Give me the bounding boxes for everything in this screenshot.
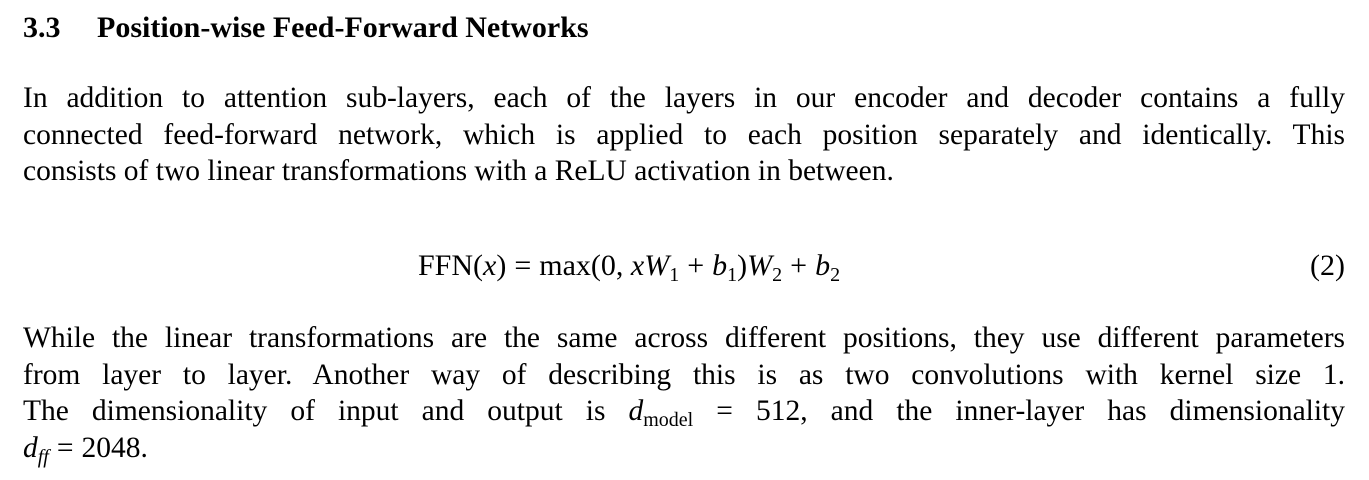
section-number: 3.3 (23, 11, 61, 44)
paragraph-line: connected feed-forward network, which is applied to each position separately and identically. This (23, 118, 1345, 151)
paragraph-line: In addition to attention sub-layers, each of the layers in our encoder and decoder contains a fully (23, 82, 1345, 114)
paragraph-line: from layer to layer. Another way of describing this is as two convolutions with kernel size 1. (23, 358, 1345, 391)
equation-body: FFN(x) = max(0, $xW_1 + b_1)W_2 + b_2$ (418, 249, 841, 286)
paragraph-intro (23, 80, 1345, 190)
paragraph-dimensions (23, 320, 1345, 466)
equation-ffn (0, 246, 1369, 286)
paragraph-line: $d_{ff} = 2048$. (23, 431, 148, 468)
section-title: Position-wise Feed-Forward Networks (97, 11, 589, 44)
paragraph-line: consists of two linear transformations with a ReLU activation in between. (23, 155, 894, 187)
section-heading (23, 8, 589, 48)
paragraph-line: While the linear transformations are the same across different positions, they use different parameters (23, 322, 1345, 354)
equation-number: (2) (1310, 249, 1345, 282)
paragraph-line: The dimensionality of input and output is $d_{model} = 512$, and the inner-layer has dimensionality (23, 395, 1345, 430)
